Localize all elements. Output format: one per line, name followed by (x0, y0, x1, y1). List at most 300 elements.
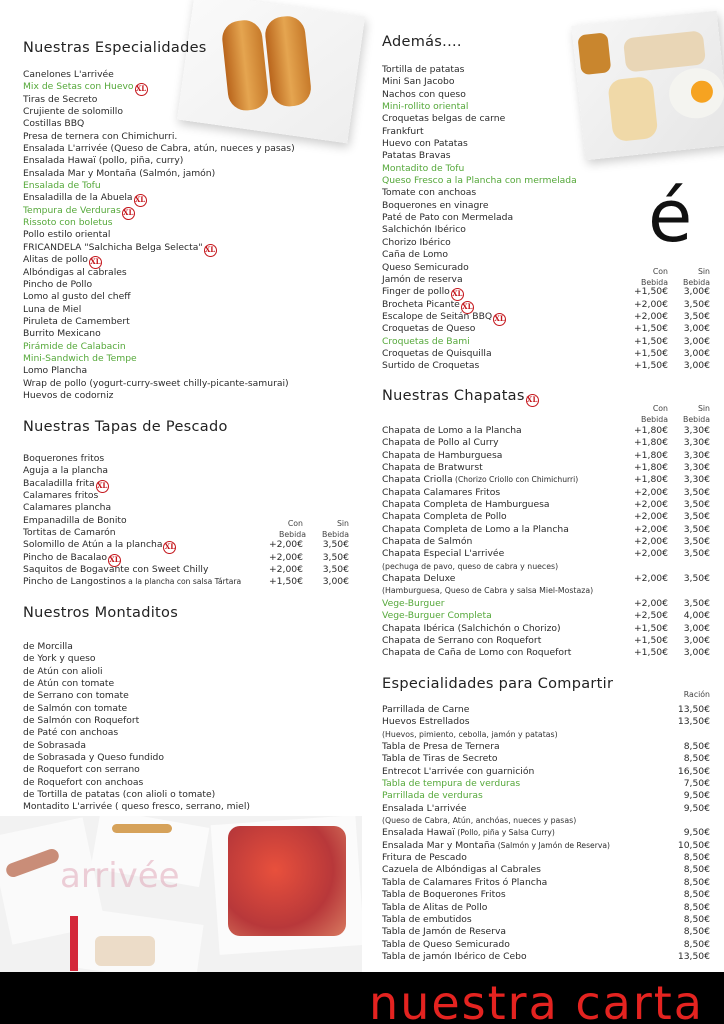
section-title: Nuestras Chapatas XL (382, 388, 712, 407)
menu-item (382, 573, 712, 585)
price-con-bebida: +1,80€ (633, 425, 668, 436)
menu-item: de Sobrasada (23, 739, 86, 751)
menu-item (382, 187, 712, 199)
price-racion: 13,50€ (677, 950, 710, 962)
item-name: (pechuga de pavo, queso de cabra y nueces) (382, 561, 559, 571)
food-huevos-rotos (228, 826, 346, 936)
item-name: Tabla de Jamón de Reserva (382, 926, 507, 938)
menu-item (23, 576, 353, 588)
col-header-racion: Ración (683, 690, 710, 699)
menu-item: de York y queso (23, 653, 96, 665)
item-name: Calamares plancha (23, 502, 112, 514)
xl-badge-icon: XL (451, 288, 464, 301)
item-name: Chapata Deluxe (382, 573, 456, 585)
item-name: Parrillada de verduras (382, 790, 483, 802)
menu-item (23, 168, 363, 180)
price-sin-bebida: 3,50€ (683, 573, 710, 585)
item-name: Luna de Miel (23, 303, 82, 315)
price-sin-bebida: 3,00€ (683, 647, 710, 659)
xl-badge-icon: XL (493, 313, 506, 326)
item-detail: (Salmón y Jamón de Reserva) (495, 840, 610, 850)
section-title: Especialidades para Compartir (382, 676, 614, 692)
menu-item (382, 163, 712, 175)
item-name: Croquetas de Bami (382, 335, 470, 347)
menu-item (382, 113, 712, 125)
col-header-con: Con Bebida (279, 519, 306, 539)
menu-item (23, 515, 353, 527)
section-especialidades (23, 40, 363, 402)
menu-item (382, 766, 712, 778)
compartir-items (382, 704, 712, 963)
price-sin-bebida: 3,50€ (683, 499, 710, 511)
menu-item (382, 778, 712, 790)
menu-item: de Serrano con tomate (23, 690, 129, 702)
food-skewer (112, 824, 172, 833)
footer-title: nuestra carta (369, 976, 704, 1024)
menu-item: de Sobrasada y Queso fundido (23, 752, 165, 764)
price-racion: 8,50€ (683, 753, 710, 765)
menu-item (382, 175, 712, 187)
item-name: Aguja a la plancha (23, 465, 109, 477)
price-sin-bebida: 3,50€ (683, 298, 710, 310)
price-sin-bebida: 3,50€ (683, 536, 710, 548)
menu-item (382, 76, 712, 88)
item-name: Fritura de Pescado (382, 852, 467, 864)
menu-item (382, 274, 712, 286)
item-name: Jamón de reserva (382, 273, 463, 285)
item-name: Presa de ternera con Chimichurri. (23, 130, 178, 142)
section-montaditos (23, 605, 363, 814)
item-name: Ensalada Mar y Montaña (382, 839, 496, 851)
chapatas-items (382, 425, 712, 660)
item-name: Chapata de Serrano con Roquefort (382, 634, 542, 646)
price-sin-bebida: 3,00€ (683, 622, 710, 634)
especialidades-list (23, 69, 363, 402)
item-name: Pollo estilo oriental (23, 229, 111, 241)
price-sin-bebida: 3,50€ (683, 310, 710, 322)
menu-item (382, 323, 712, 335)
menu-item (382, 200, 712, 212)
item-name: Costillas BBQ (23, 118, 85, 130)
menu-item (23, 502, 353, 514)
price-con-bebida: +2,00€ (268, 564, 303, 576)
item-name: Crujiente de solomillo (23, 106, 123, 118)
menu-item (382, 647, 712, 659)
price-racion: 8,50€ (683, 876, 710, 888)
price-racion: 13,50€ (677, 704, 710, 715)
menu-item (23, 552, 353, 564)
item-name: Ensaladilla de la Abuela (23, 192, 133, 204)
item-name: Tiras de Secreto (23, 93, 98, 105)
menu-item (23, 242, 363, 254)
item-name: Chorizo Ibérico (382, 236, 451, 248)
price-sin-bebida: 3,50€ (322, 564, 349, 576)
item-name: Chapata de Pollo al Curry (382, 437, 499, 449)
price-con-bebida: +1,80€ (633, 462, 668, 474)
price-con-bebida: +1,50€ (633, 360, 668, 372)
menu-item (23, 106, 363, 118)
menu-item (382, 237, 712, 249)
price-racion: 8,50€ (683, 852, 710, 864)
item-name: Huevo con Patatas (382, 138, 468, 150)
menu-item (382, 598, 712, 610)
menu-item: de Morcilla (23, 641, 73, 652)
menu-item (382, 635, 712, 647)
col-header-con: Con Bebida (641, 267, 668, 287)
item-name: Boquerones fritos (23, 453, 105, 464)
food-bread (95, 936, 155, 966)
price-sin-bebida: 3,50€ (683, 486, 710, 498)
menu-item (23, 316, 363, 328)
item-name: (Queso de Cabra, Atún, anchóas, nueces y pasas) (382, 816, 577, 826)
menu-item (382, 951, 712, 963)
menu-item (382, 524, 712, 536)
price-con-bebida: +2,00€ (633, 597, 668, 609)
item-name: Huevos Estrellados (382, 716, 470, 728)
section-compartir (382, 676, 712, 692)
item-name: Tabla de embutidos (382, 913, 472, 925)
section-ademas (382, 34, 712, 50)
menu-item (382, 262, 712, 274)
menu-item: de Roquefort con anchoas (23, 776, 144, 788)
item-name: Chapata Completa de Pollo (382, 511, 507, 523)
price-racion: 8,50€ (683, 901, 710, 913)
ademas-items (382, 64, 712, 373)
menu-item (23, 131, 363, 143)
menu-item (23, 465, 353, 477)
menu-item (382, 64, 712, 76)
menu-item: de Paté con anchoas (23, 727, 119, 739)
menu-item (382, 548, 712, 560)
menu-item (382, 790, 712, 802)
price-racion: 8,50€ (683, 938, 710, 950)
item-name: Canelones L'arrivée (23, 69, 114, 80)
item-name: Surtido de Croquetas (382, 360, 480, 372)
item-name: (Hamburguesa, Queso de Cabra y salsa Miel-Mostaza) (382, 586, 594, 596)
price-con-bebida: +1,50€ (633, 347, 668, 359)
watermark-logo: arrivée (60, 856, 180, 896)
item-note (382, 815, 712, 827)
item-name: Empanadilla de Bonito (23, 514, 127, 526)
xl-badge-icon: XL (135, 83, 148, 96)
menu-item (382, 840, 712, 852)
price-racion: 8,50€ (683, 926, 710, 938)
menu-item (23, 341, 363, 353)
item-name: Lomo Plancha (23, 365, 88, 377)
price-sin-bebida: 3,50€ (683, 523, 710, 535)
price-racion: 9,50€ (683, 827, 710, 839)
item-name: Solomillo de Atún a la plancha (23, 539, 163, 551)
price-con-bebida: +1,80€ (633, 474, 668, 486)
item-name: Pincho de Pollo (23, 278, 93, 290)
item-name: Ensalada Hawaï (pollo, piña, curry) (23, 155, 184, 167)
item-name: Chapata Ibérica (Salchichón o Chorizo) (382, 622, 561, 634)
item-name: Entrecot L'arrivée con guarnición (382, 765, 535, 777)
menu-item (382, 150, 712, 162)
menu-item (382, 286, 712, 298)
item-name: Chapata de Lomo a la Plancha (382, 425, 522, 436)
price-sin-bebida: 3,00€ (683, 347, 710, 359)
item-name: Ensalada L'arrivée (382, 802, 467, 814)
item-detail: (Pollo, piña y Salsa Curry) (454, 828, 555, 838)
item-detail: a la plancha con salsa Tártara (125, 577, 242, 587)
item-name: Cazuela de Albóndigas al Cabrales (382, 864, 541, 876)
menu-item (382, 704, 712, 716)
price-con-bebida: +2,50€ (633, 610, 668, 622)
menu-item (382, 803, 712, 815)
price-racion: 16,50€ (677, 765, 710, 777)
price-sin-bebida: 4,00€ (683, 610, 710, 622)
item-name: Saquitos de Bogavante con Sweet Chilly (23, 564, 209, 576)
item-name: Mini-Sandwich de Tempe (23, 352, 137, 364)
item-name: Albóndigas al cabrales (23, 266, 127, 278)
price-con-bebida: +2,00€ (633, 523, 668, 535)
menu-item (382, 741, 712, 753)
item-name: Pincho de Bacalao (23, 551, 107, 563)
item-name: Tomate con anchoas (382, 187, 477, 199)
item-name: Huevos de codorniz (23, 389, 114, 401)
price-sin-bebida: 3,00€ (683, 634, 710, 646)
menu-item: de Atún con tomate (23, 678, 115, 690)
menu-item (382, 89, 712, 101)
menu-item (23, 304, 363, 316)
footer-banner (0, 972, 724, 1024)
price-sin-bebida: 3,00€ (683, 335, 710, 347)
menu-item (382, 126, 712, 138)
food-photo-collage (0, 816, 362, 972)
menu-item (23, 453, 353, 465)
menu-item (382, 716, 712, 728)
menu-item (382, 864, 712, 876)
xl-badge-icon: XL (204, 244, 217, 257)
item-name: Burrito Mexicano (23, 328, 101, 340)
item-detail: (Chorizo Criollo con Chimichurri) (452, 475, 579, 485)
item-name: Paté de Pato con Mermelada (382, 212, 514, 224)
menu-item (382, 939, 712, 951)
price-sin-bebida: 3,00€ (683, 360, 710, 372)
menu-item (23, 365, 363, 377)
price-racion: 7,50€ (683, 778, 710, 790)
item-name: Bacaladilla frita (23, 477, 95, 489)
menu-item (23, 94, 363, 106)
item-name: Rissoto con boletus (23, 217, 113, 229)
menu-item (23, 81, 363, 93)
item-name: Chapata Completa de Hamburguesa (382, 499, 550, 511)
menu-item (23, 217, 363, 229)
menu-item (382, 889, 712, 901)
item-name: (Huevos, pimiento, cebolla, jamón y patatas) (382, 729, 558, 739)
price-racion: 13,50€ (677, 716, 710, 728)
price-con-bebida: +1,50€ (633, 286, 668, 298)
col-header-sin: Sin Bebida (683, 404, 710, 424)
xl-badge-icon: XL (163, 541, 176, 554)
menu-item (382, 101, 712, 113)
xl-badge-icon: XL (122, 207, 135, 220)
section-title: Nuestras Especialidades (23, 40, 207, 56)
item-name: Croquetas belgas de carne (382, 113, 506, 125)
item-name: Vege-Burguer Completa (382, 610, 492, 622)
menu-item (382, 877, 712, 889)
item-note (382, 561, 712, 573)
item-name: Croquetas de Quisquilla (382, 347, 492, 359)
item-name: Mini San Jacobo (382, 76, 455, 88)
menu-item: de Salmón con tomate (23, 702, 128, 714)
item-name: Caña de Lomo (382, 249, 448, 261)
price-sin-bebida: 3,30€ (683, 437, 710, 449)
item-name: Chapata Especial L'arrivée (382, 548, 505, 560)
price-sin-bebida: 3,30€ (683, 462, 710, 474)
price-con-bebida: +1,50€ (633, 622, 668, 634)
item-name: Chapata de Bratwurst (382, 462, 483, 474)
menu-item (23, 564, 353, 576)
col-header-con: Con Bebida (641, 404, 668, 424)
menu-item (23, 267, 363, 279)
price-con-bebida: +2,00€ (268, 551, 303, 563)
price-con-bebida: +1,50€ (633, 647, 668, 659)
item-name: Chapata Completa de Lomo a la Plancha (382, 523, 569, 535)
price-sin-bebida: 3,50€ (322, 551, 349, 563)
price-sin-bebida: 3,30€ (683, 449, 710, 461)
menu-item (382, 450, 712, 462)
menu-item (23, 143, 363, 155)
menu-item (382, 926, 712, 938)
item-name: Patatas Bravas (382, 150, 451, 162)
section-title: Nuestras Tapas de Pescado (23, 419, 228, 435)
item-note (382, 729, 712, 741)
menu-item: Montadito L'arrivée ( queso fresco, serrano, miel) (23, 801, 250, 813)
xl-badge-icon: XL (461, 301, 474, 314)
price-racion: 9,50€ (683, 790, 710, 802)
item-name: Tabla de Calamares Fritos ó Plancha (382, 876, 548, 888)
item-name: Parrillada de Carne (382, 704, 470, 715)
price-sin-bebida: 3,00€ (683, 286, 710, 298)
item-name: Tabla de jamón Ibérico de Cebo (382, 950, 527, 962)
napkin (70, 916, 78, 971)
xl-badge-icon: XL (108, 554, 121, 567)
xl-badge-icon: XL (89, 256, 102, 269)
price-sin-bebida: 3,50€ (683, 548, 710, 560)
item-name: Tabla de tempura de verduras (382, 778, 521, 790)
menu-item (382, 462, 712, 474)
item-name: Tabla de Tiras de Secreto (382, 753, 498, 765)
item-name: Boquerones en vinagre (382, 199, 489, 211)
menu-item (382, 499, 712, 511)
menu-item (382, 224, 712, 236)
item-name: Ensalada de Tofu (23, 180, 101, 192)
item-name: Frankfurt (382, 125, 424, 137)
menu-item (23, 378, 363, 390)
price-con-bebida: +1,80€ (633, 449, 668, 461)
item-name: Tortitas de Camarón (23, 527, 116, 539)
menu-item: de Roquefort con serrano (23, 764, 140, 776)
item-name: Tabla de Queso Semicurado (382, 938, 510, 950)
item-name: Finger de pollo (382, 286, 450, 298)
menu-item (382, 299, 712, 311)
price-con-bebida: +2,00€ (633, 573, 668, 585)
menu-item (23, 478, 353, 490)
menu-item: de Tortilla de patatas (con alioli o tomate) (23, 789, 216, 801)
menu-item (23, 192, 363, 204)
menu-item (382, 623, 712, 635)
menu-item (23, 527, 353, 539)
section-title: Además.... (382, 34, 462, 50)
price-con-bebida: +2,00€ (268, 539, 303, 551)
item-name: Chapata de Salmón (382, 536, 473, 548)
menu-item (382, 311, 712, 323)
item-name: Wrap de pollo (yogurt-curry-sweet chilly-picante-samurai) (23, 377, 289, 389)
item-name: Piruleta de Camembert (23, 315, 130, 327)
price-racion: 8,50€ (683, 889, 710, 901)
menu-item (382, 902, 712, 914)
item-name: Ensalada L'arrivée (Queso de Cabra, atún, nueces y pasas) (23, 143, 295, 155)
ademas-list (382, 64, 712, 373)
price-con-bebida: +2,00€ (633, 499, 668, 511)
price-con-bebida: +2,00€ (633, 548, 668, 560)
price-con-bebida: +2,00€ (633, 298, 668, 310)
price-con-bebida: +1,50€ (633, 335, 668, 347)
menu-item (23, 539, 353, 551)
price-sin-bebida: 3,00€ (322, 576, 349, 588)
item-name: FRICANDELA "Salchicha Belga Selecta" (23, 241, 203, 253)
price-con-bebida: +2,00€ (633, 310, 668, 322)
menu-item (382, 360, 712, 372)
item-name: Montadito de Tofu (382, 162, 465, 174)
menu-item (382, 348, 712, 360)
item-name: Nachos con queso (382, 88, 466, 100)
menu-item (382, 212, 712, 224)
menu-item (382, 425, 712, 437)
item-name: Queso Semicurado (382, 261, 469, 273)
price-sin-bebida: 3,50€ (683, 597, 710, 609)
menu-item (382, 827, 712, 839)
item-name: Tabla de Presa de Ternera (382, 741, 500, 753)
xl-badge-icon: XL (96, 480, 109, 493)
menu-item (382, 753, 712, 765)
menu-item (382, 610, 712, 622)
price-sin-bebida: 3,00€ (683, 323, 710, 335)
item-name: Mix de Setas con Huevo (23, 81, 134, 93)
menu-item (23, 229, 363, 241)
section-tapas-pescado (23, 419, 363, 435)
price-racion: 8,50€ (683, 913, 710, 925)
item-name: Salchichón Ibérico (382, 224, 466, 236)
pescado-list (23, 453, 353, 603)
price-con-bebida: +1,80€ (633, 437, 668, 449)
menu-item (382, 487, 712, 499)
menu-item (382, 138, 712, 150)
item-name: Chapata de Hamburguesa (382, 449, 503, 461)
menu-item (23, 118, 363, 130)
item-name: Lomo al gusto del cheff (23, 291, 131, 303)
col-header-sin: Sin Bebida (683, 267, 710, 287)
item-name: Tortilla de patatas (382, 64, 465, 75)
menu-item (23, 353, 363, 365)
menu-item (23, 155, 363, 167)
item-name: Brocheta Picante (382, 298, 460, 310)
menu-item (382, 249, 712, 261)
menu-item (23, 180, 363, 192)
item-name: Chapata Calamares Fritos (382, 486, 501, 498)
price-racion: 10,50€ (677, 839, 710, 851)
menu-item (382, 536, 712, 548)
item-name: Ensalada Hawaï (382, 827, 455, 839)
menu-item (382, 511, 712, 523)
price-sin-bebida: 3,30€ (683, 474, 710, 486)
xl-badge-icon: XL (526, 394, 539, 407)
menu-item (382, 336, 712, 348)
logo-e-glyph: é (648, 174, 693, 258)
item-name: Ensalada Mar y Montaña (Salmón, jamón) (23, 167, 216, 179)
